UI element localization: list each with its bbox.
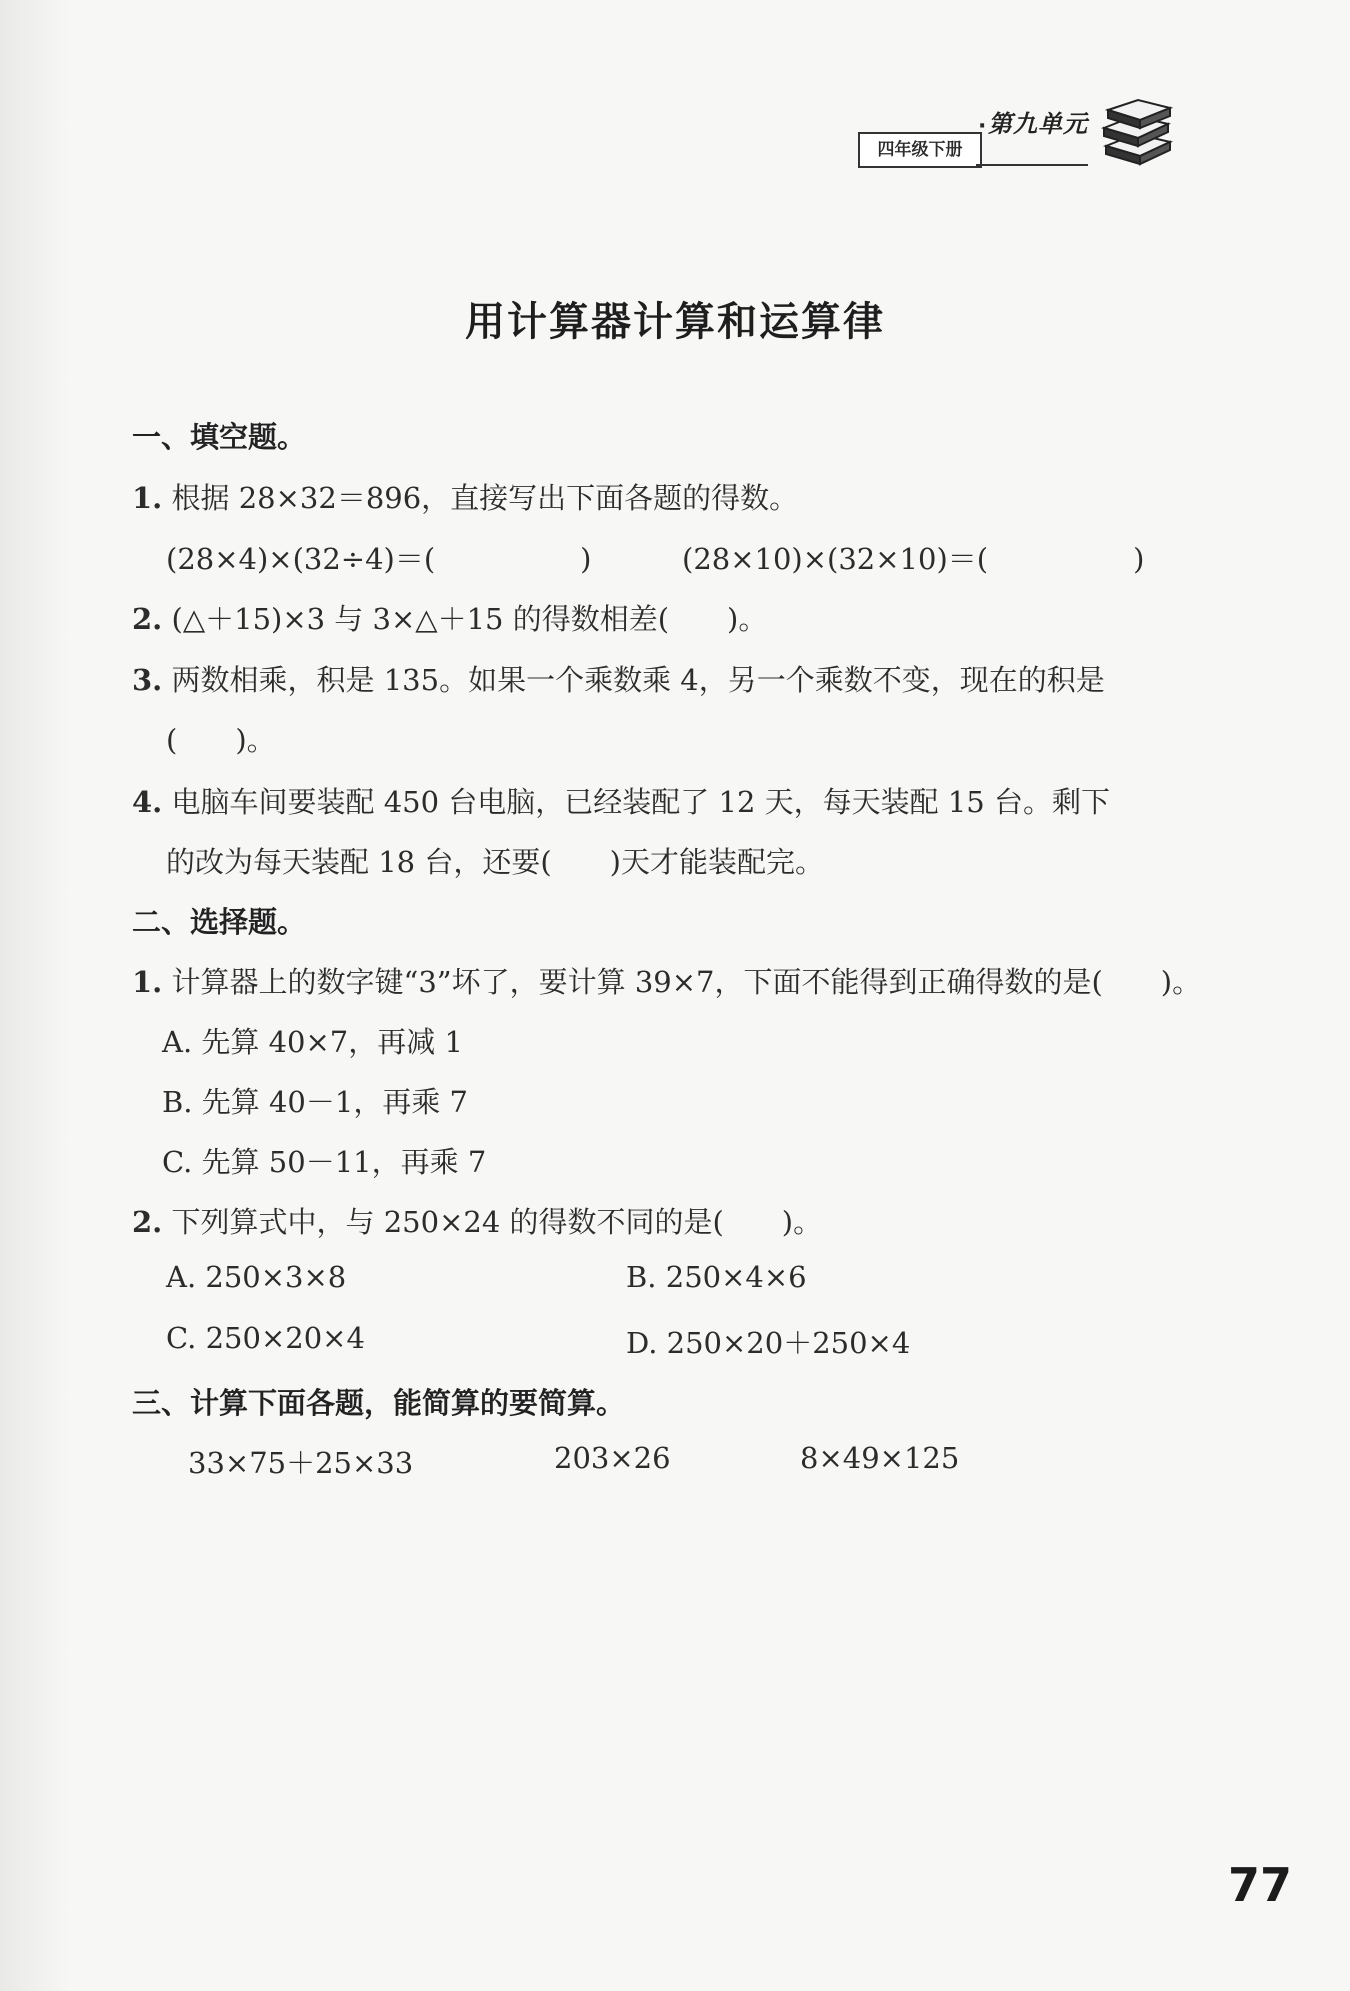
question-number: 2. bbox=[132, 602, 163, 636]
s3-expression-3: 8×49×125 bbox=[800, 1441, 960, 1475]
s2-q1-option-a: A. 先算 40×7，再减 1 bbox=[162, 1025, 463, 1059]
s1-q1-b: (28×10)×(32×10)＝( ) bbox=[682, 542, 1145, 576]
s1-q4 bbox=[132, 780, 1110, 821]
s2-q2-option-b: B. 250×4×6 bbox=[626, 1260, 807, 1294]
page-title: 用计算器计算和运算律 bbox=[465, 299, 885, 345]
grade-label: 四年级下册 bbox=[858, 132, 982, 168]
section-2-heading: 二、选择题。 bbox=[132, 905, 307, 939]
s2-q2-option-a: A. 250×3×8 bbox=[166, 1260, 347, 1294]
question-text: 电脑车间要装配 450 台电脑，已经装配了 12 天，每天装配 15 台。剩下 bbox=[171, 785, 1110, 819]
s1-q1 bbox=[132, 476, 798, 517]
s2-q1-option-c: C. 先算 50－11，再乘 7 bbox=[162, 1145, 487, 1179]
question-text: 根据 28×32＝896，直接写出下面各题的得数。 bbox=[171, 481, 799, 515]
s2-q1 bbox=[132, 960, 1201, 1001]
s2-q1-option-b: B. 先算 40－1，再乘 7 bbox=[162, 1085, 468, 1119]
unit-title: 第九单元 bbox=[988, 110, 1088, 138]
s1-q3-continued: ( )。 bbox=[166, 723, 276, 757]
s1-q1-a: (28×4)×(32÷4)＝( ) bbox=[166, 542, 592, 576]
unit-dot: · bbox=[978, 114, 987, 139]
question-text: 下列算式中，与 250×24 的得数不同的是( )。 bbox=[171, 1205, 823, 1239]
page-number: 77 bbox=[1228, 1858, 1293, 1912]
question-number: 3. bbox=[132, 663, 163, 697]
question-number: 4. bbox=[132, 785, 163, 819]
question-number: 1. bbox=[132, 481, 163, 515]
s1-q2 bbox=[132, 597, 767, 638]
books-icon bbox=[1096, 96, 1176, 166]
question-number: 2. bbox=[132, 1205, 163, 1239]
s1-q4-continued: 的改为每天装配 18 台，还要( )天才能装配完。 bbox=[166, 845, 824, 879]
s2-q2-option-c: C. 250×20×4 bbox=[166, 1321, 365, 1355]
s3-expression-1: 33×75＋25×33 bbox=[188, 1446, 414, 1480]
s1-q3 bbox=[132, 658, 1105, 699]
question-number: 1. bbox=[132, 965, 163, 999]
section-3-heading: 三、计算下面各题，能简算的要简算。 bbox=[132, 1386, 626, 1420]
s2-q2-option-d: D. 250×20＋250×4 bbox=[626, 1326, 911, 1360]
section-1-heading: 一、填空题。 bbox=[132, 420, 307, 454]
unit-header bbox=[858, 92, 1188, 172]
question-text: 计算器上的数字键“3”坏了，要计算 39×7，下面不能得到正确得数的是( )。 bbox=[171, 965, 1202, 999]
s2-q2 bbox=[132, 1200, 822, 1241]
question-text: (△＋15)×3 与 3×△＋15 的得数相差( )。 bbox=[171, 602, 768, 636]
s3-expression-2: 203×26 bbox=[554, 1441, 671, 1475]
question-text: 两数相乘，积是 135。如果一个乘数乘 4，另一个乘数不变，现在的积是 bbox=[171, 663, 1105, 697]
